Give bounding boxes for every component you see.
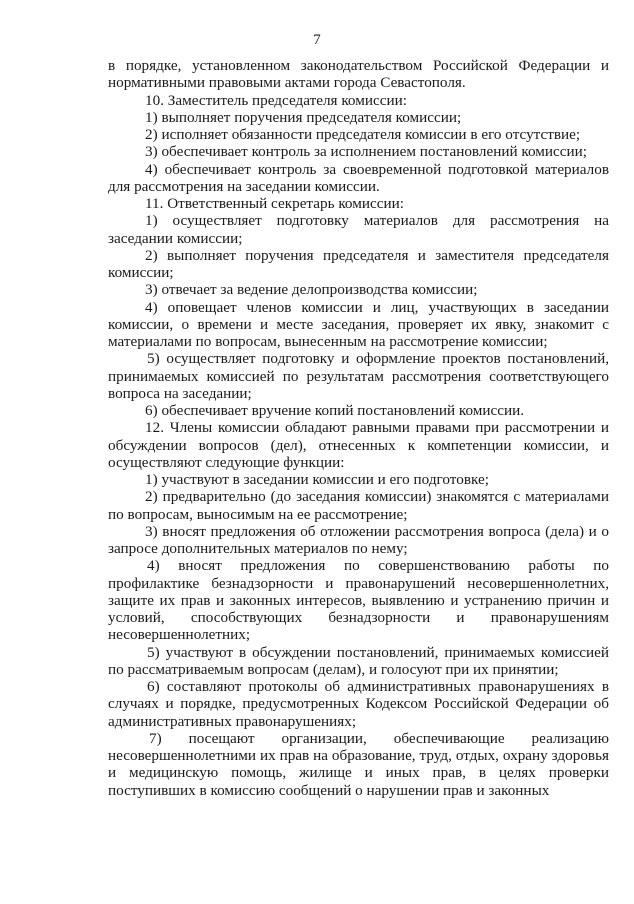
paragraph-10-item-3: 3) обеспечивает контроль за исполнением постановлений комиссии; xyxy=(145,143,587,161)
paragraph-11-heading: 11. Ответственный секретарь комиссии: xyxy=(145,195,404,212)
paragraph-12-item-3: 3) вносят предложения об отложении рассмотрения вопроса (дела) и о запросе дополнительных материалов по нему; xyxy=(108,522,609,557)
paragraph-10-item-2: 2) исполняет обязанности председателя комиссии в его отсутствие; xyxy=(145,126,581,143)
paragraph-12-item-5: 5) участвуют в обсуждении постановлений, принимаемых комиссией по рассматриваемым вопросам (делам), и голосуют при их принятии; xyxy=(108,643,609,678)
paragraph-12-item-6: 6) составляют протоколы об административных правонарушениях в случаях и порядке, предусмотренных Кодексом Российской Федерации об административных правонарушениях; xyxy=(108,678,609,730)
paragraph-continuation: в порядке, установленном законодательством Российской Федерации и нормативными правовыми актами города Севастополя. xyxy=(108,57,609,92)
paragraph-10-item-4: 4) обеспечивает контроль за своевременной подготовкой материалов для рассмотрения на заседании комиссии. xyxy=(108,160,609,195)
paragraph-12-item-1: 1) участвуют в заседании комиссии и его подготовке; xyxy=(145,471,489,488)
paragraph-10-heading: 10. Заместитель председателя комиссии: xyxy=(145,91,407,109)
document-body xyxy=(108,57,609,799)
paragraph-10-item-1: 1) выполняет поручения председателя комиссии; xyxy=(145,108,462,126)
paragraph-12-item-7: 7) посещают организации, обеспечивающие реализацию несовершеннолетними их прав на образование, труд, отдых, охрану здоровья и медицинскую помощь, жилище и иных прав, в целях проверки поступивших в комиссию сообщений о нарушении прав и законных xyxy=(108,729,609,799)
paragraph-11-item-4: 4) оповещает членов комиссии и лиц, участвующих в заседании комиссии, о времени и месте заседания, проверяет их явку, знакомит с материалами по вопросам, вынесенным на рассмотрение комиссии; xyxy=(108,298,609,350)
page-number: 7 xyxy=(313,32,321,48)
paragraph-12-heading: 12. Члены комиссии обладают равными правами при рассмотрении и обсуждении вопросов (дел), отнесенных к компетенции комиссии, и осуществляют следующие функции: xyxy=(108,419,609,471)
paragraph-11-item-6: 6) обеспечивает вручение копий постановлений комиссии. xyxy=(145,402,525,419)
paragraph-11-item-5: 5) осуществляет подготовку и оформление проектов постановлений, принимаемых комиссией по результатам рассмотрения соответствующего вопроса на заседании; xyxy=(108,350,609,402)
paragraph-12-item-4: 4) вносят предложения по совершенствованию работы по профилактике безнадзорности и правонарушений несовершеннолетних, защите их прав и законных интересов, выявлению и устранению причин и условий, способствующих безнадзорности и правонарушениям несовершеннолетних; xyxy=(108,557,609,644)
paragraph-11-item-2: 2) выполняет поручения председателя и заместителя председателя комиссии; xyxy=(108,246,609,281)
paragraph-11-item-3: 3) отвечает за ведение делопроизводства комиссии; xyxy=(145,281,478,299)
paragraph-12-item-2: 2) предварительно (до заседания комиссии) знакомятся с материалами по вопросам, выносимым на ее рассмотрение; xyxy=(108,488,609,523)
paragraph-11-item-1: 1) осуществляет подготовку материалов для рассмотрения на заседании комиссии; xyxy=(108,212,609,247)
